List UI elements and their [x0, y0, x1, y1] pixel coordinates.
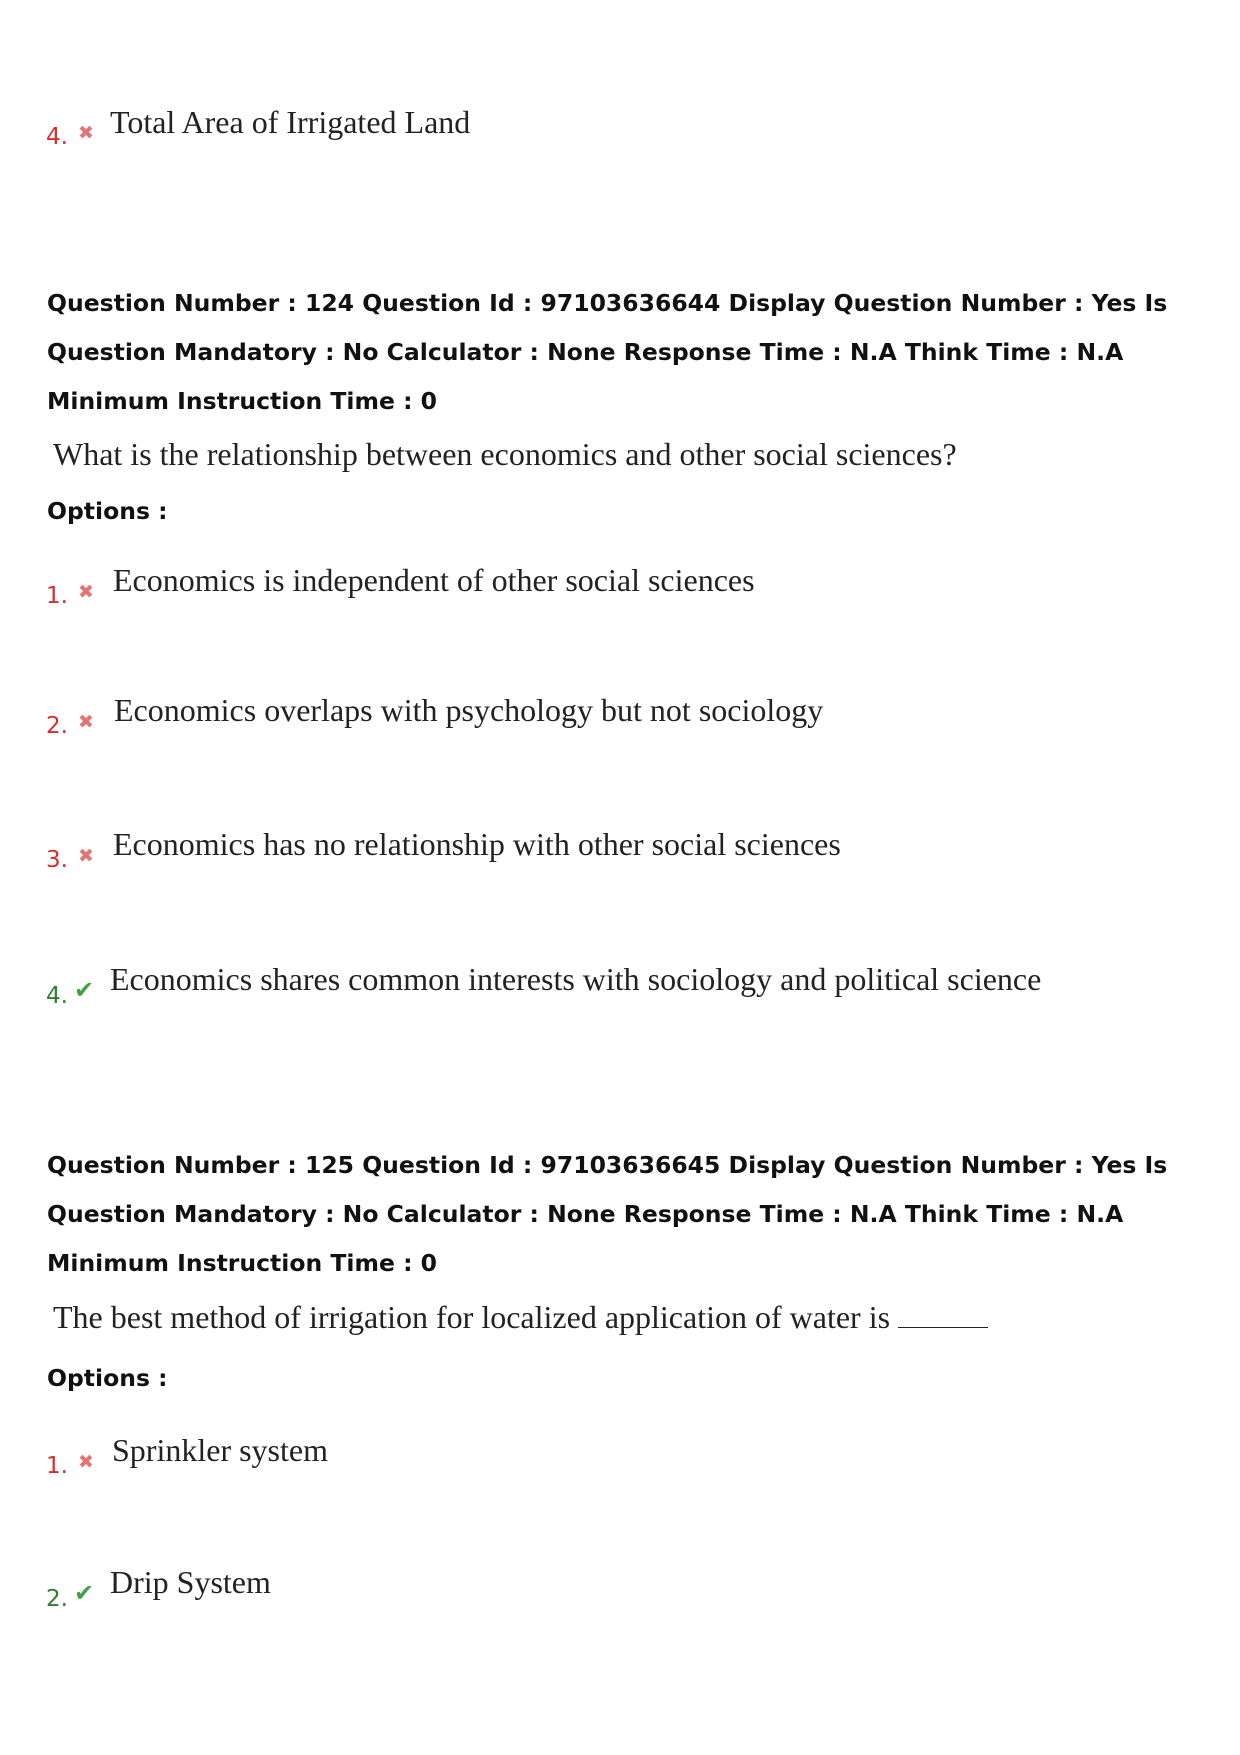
option-number: 4.: [46, 124, 68, 150]
cross-icon: ✖: [78, 1451, 94, 1473]
option-text: Sprinkler system: [112, 1432, 328, 1468]
option-number: 4.: [46, 983, 68, 1009]
option-text: Economics has no relationship with other social sciences: [113, 826, 841, 862]
cross-icon: ✖: [78, 711, 94, 733]
option-number: 3.: [46, 847, 68, 873]
option-number: 1.: [46, 1453, 68, 1479]
option-number: 2.: [46, 1586, 68, 1612]
cross-icon: ✖: [78, 581, 94, 603]
option-text: Total Area of Irrigated Land: [110, 104, 471, 140]
option-number: 2.: [46, 713, 68, 739]
options-label: Options :: [47, 497, 168, 525]
option-text: Economics overlaps with psychology but not sociology: [114, 692, 824, 728]
cross-icon: ✖: [78, 122, 94, 144]
options-label: Options :: [47, 1364, 168, 1392]
question-header-124: Question Number : 124 Question Id : 97103636644 Display Question Number : Yes Is Question Mandatory : No Calculator : None Response Time : N.A Think Time : N.A Minimum Instruction Time : 0: [47, 289, 1168, 415]
question-header-125: Question Number : 125 Question Id : 97103636645 Display Question Number : Yes Is Question Mandatory : No Calculator : None Response Time : N.A Think Time : N.A Minimum Instruction Time : 0: [47, 1151, 1168, 1277]
check-icon: ✔: [74, 976, 95, 1004]
option-text: Economics is independent of other social sciences: [113, 562, 755, 598]
answer-blank: [898, 1303, 988, 1328]
option-number: 1.: [46, 583, 68, 609]
option-text: Economics shares common interests with sociology and political science: [110, 961, 1042, 997]
check-icon: ✔: [74, 1579, 95, 1607]
question-text: The best method of irrigation for localized application of water is: [53, 1299, 891, 1335]
question-text-125: [53, 1299, 988, 1336]
option-text: Drip System: [110, 1564, 271, 1600]
question-text-124: What is the relationship between economics and other social sciences?: [53, 436, 957, 472]
cross-icon: ✖: [78, 845, 94, 867]
